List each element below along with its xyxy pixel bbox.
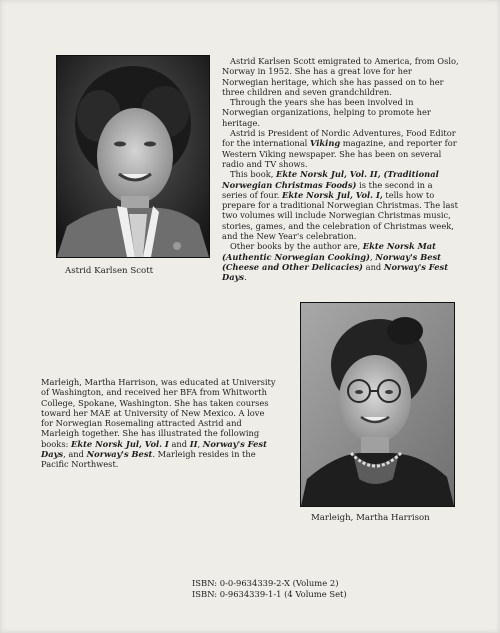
text-run: magazine, and reporter for Western Viking newspaper. She has been on several radio and TV shows. xyxy=(222,138,457,169)
text-run: tells how to prepare for a traditional Norwegian Christmas. The last two volumes will include Norwegian Christmas music, stories, games, and the celebration of Christmas week, and the New Year's celebration. xyxy=(222,189,458,242)
bio-astrid xyxy=(222,56,460,283)
text-run: Marleigh, Martha Harrison, was educated at University of Washington, and received her BFA from Whitworth College, Spokane, Washington. She has taken courses toward her MAE at University of New Mexico. A love for Norwegian Rosemaling attracted Astrid and Marleigh together. She has illustrated the following books: xyxy=(41,377,276,449)
text-run: . Marleigh resides in the Pacific Northwest. xyxy=(41,449,256,470)
book-title-ekte-norsk-mat: Ekte Norsk Mat (Authentic Norwegian Cooking) xyxy=(222,241,437,262)
text-run: and xyxy=(168,438,190,449)
text-run: , xyxy=(197,438,203,449)
text-run: Other books by the author are, xyxy=(230,241,363,252)
isbn-volume-set: ISBN: 0-9634339-1-1 (4 Volume Set) xyxy=(192,589,347,599)
book-title-norways-fest-days: Norway's Fest Days xyxy=(222,261,449,283)
photo-caption-astrid: Astrid Karlsen Scott xyxy=(65,266,154,276)
text-run: Astrid is President of Nordic Adventures, Food Editor for the international xyxy=(222,128,456,149)
text-run: . xyxy=(244,272,247,283)
photo-caption-marleigh: Marleigh, Martha Harrison xyxy=(311,513,430,523)
bio-astrid-paragraph-5 xyxy=(222,241,460,282)
text-run: and xyxy=(362,261,384,272)
bio-astrid-paragraph-3 xyxy=(222,128,460,169)
text-run: is the second in a series of four. xyxy=(222,179,433,200)
bio-astrid-paragraph-1: Astrid Karlsen Scott emigrated to America, from Oslo, Norway in 1952. She has a great love for her Norwegian heritage, which she has passed on to her three children and seven grandchildren. xyxy=(222,56,459,97)
book-title-vol1: Ekte Norsk Jul, Vol. I, xyxy=(282,189,383,200)
text-run: This book, xyxy=(230,169,277,180)
book-title-norways-fest-days: Norway's Fest Days xyxy=(41,438,267,460)
bio-astrid-paragraph-4 xyxy=(222,169,460,241)
text-run: , xyxy=(370,251,376,262)
text-run: , and xyxy=(63,449,87,460)
bio-marleigh xyxy=(41,377,277,470)
magazine-title-viking: Viking xyxy=(309,138,341,149)
book-title-vol2: Ekte Norsk Jul, Vol. II, (Traditional Norwegian Christmas Foods) xyxy=(222,169,439,190)
book-title-vol1: Ekte Norsk Jul, Vol. I xyxy=(71,438,169,449)
isbn-volume-2: ISBN: 0-0-9634339-2-X (Volume 2) xyxy=(192,578,339,588)
book-title-norways-best: Norway's Best xyxy=(86,449,153,460)
book-title-norways-best: Norway's Best (Cheese and Other Delicacies) xyxy=(222,251,442,272)
bio-astrid-paragraph-2: Through the years she has been involved in Norwegian organizations, helping to promote her heritage. xyxy=(222,97,431,128)
book-title-vol2: II xyxy=(189,438,198,449)
author-photo-marleigh xyxy=(300,302,455,507)
author-photo-astrid xyxy=(56,55,210,258)
bio-marleigh-paragraph xyxy=(41,377,277,470)
